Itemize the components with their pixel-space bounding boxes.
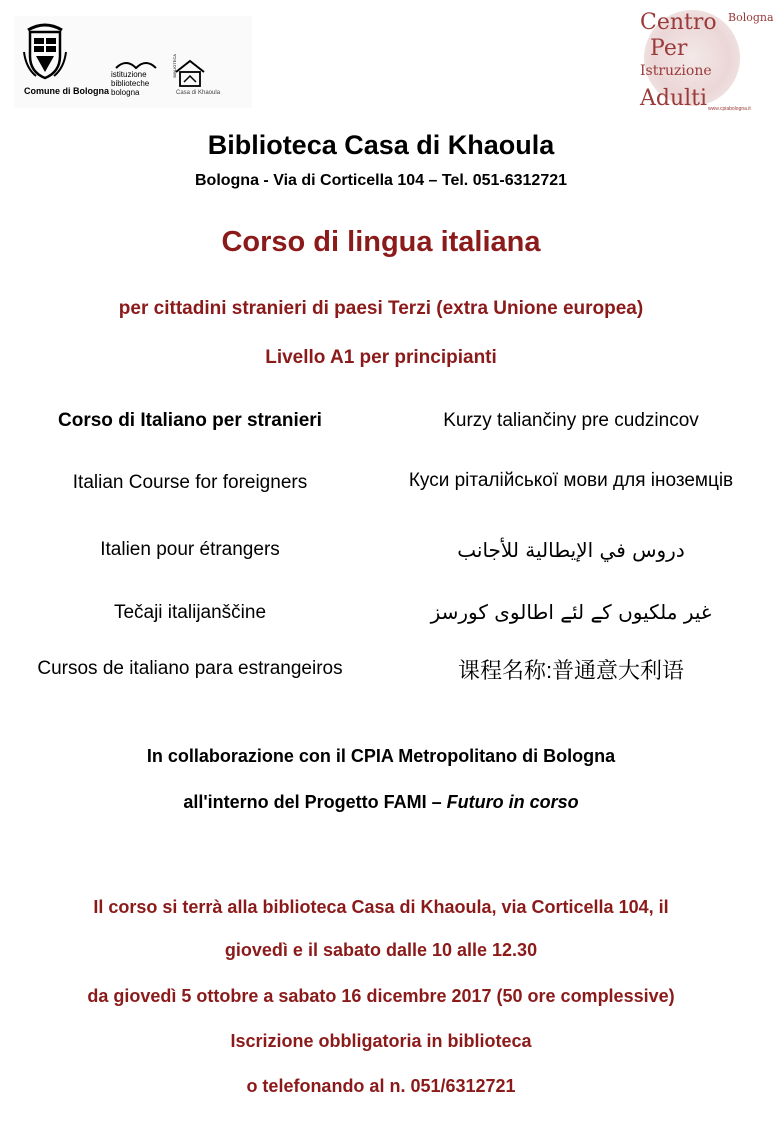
cpia-logo-line2: Per: [650, 36, 688, 61]
collaboration-line1: In collaborazione con il CPIA Metropolitano di Bologna: [146, 746, 616, 766]
translation-right-3: غیر ملکیوں کے لئے اطالوی کورسز: [430, 600, 712, 624]
details-line1: Il corso si terrà alla biblioteca Casa di Khaoula, via Corticella 104, il: [93, 897, 669, 917]
library-name: Biblioteca Casa di Khaoula: [207, 130, 555, 160]
details-line5: o telefonando al n. 051/6312721: [246, 1076, 516, 1096]
translation-left-3: Tečaji italijanščine: [113, 602, 267, 623]
translation-right-4: 课程名称:普通意大利语: [457, 658, 685, 683]
details-line2: giovedì e il sabato dalle 10 alle 12.30: [224, 940, 538, 960]
translation-right-0: Kurzy taliančiny pre cudzincov: [443, 410, 699, 431]
translation-left-4: Cursos de italiano para estrangeiros: [37, 658, 343, 679]
library-address: Bologna - Via di Corticella 104 – Tel. 051-6312721: [194, 172, 568, 189]
translation-left-0: Corso di Italiano per stranieri: [58, 410, 322, 431]
cpia-logo-line3: Istruzione: [640, 63, 712, 79]
cpia-logo-line4: Adulti: [640, 86, 708, 111]
details-line3: da giovedì 5 ottobre a sabato 16 dicembre 2017 (50 ore complessive): [87, 986, 675, 1006]
project-name: Futuro in corso: [446, 792, 579, 812]
cpia-logo-line1: Centro: [640, 10, 717, 35]
collaboration-line2: [0, 792, 762, 813]
cpia-logo: [636, 6, 774, 114]
comune-di-bologna-label: Comune di Bologna: [24, 86, 109, 96]
casa-di-khaoula-logo-text: Casa di Khaoula: [176, 90, 221, 96]
translations-panel: [0, 396, 762, 696]
translation-left-1: Italian Course for foreigners: [72, 472, 308, 493]
comune-di-bologna-crest-icon: [22, 22, 68, 80]
course-title: Corso di lingua italiana: [221, 226, 541, 258]
details-line4: Iscrizione obbligatoria in biblioteca: [230, 1031, 532, 1051]
istituzione-biblioteche-label: istituzione biblioteche bologna: [111, 70, 150, 97]
casa-di-khaoula-house-icon: [172, 58, 208, 88]
collaboration-prefix: all'interno del Progetto FAMI –: [183, 792, 447, 812]
casa-di-khaoula-logo-vertical: BIBLIOTECA: [172, 54, 177, 78]
translation-left-2: Italien pour étrangers: [100, 539, 280, 560]
course-subtitle: per cittadini stranieri di paesi Terzi (extra Unione europea): [118, 298, 644, 319]
translation-right-1: Куси ріталійської мови для іноземців: [408, 470, 734, 491]
cpia-logo-url: www.cpiabologna.it: [708, 106, 751, 112]
translation-right-2: دروس في الإيطالية للأجانب: [457, 538, 685, 562]
cpia-logo-vertical: Bologna: [728, 11, 774, 24]
course-level: Livello A1 per principianti: [265, 347, 497, 368]
